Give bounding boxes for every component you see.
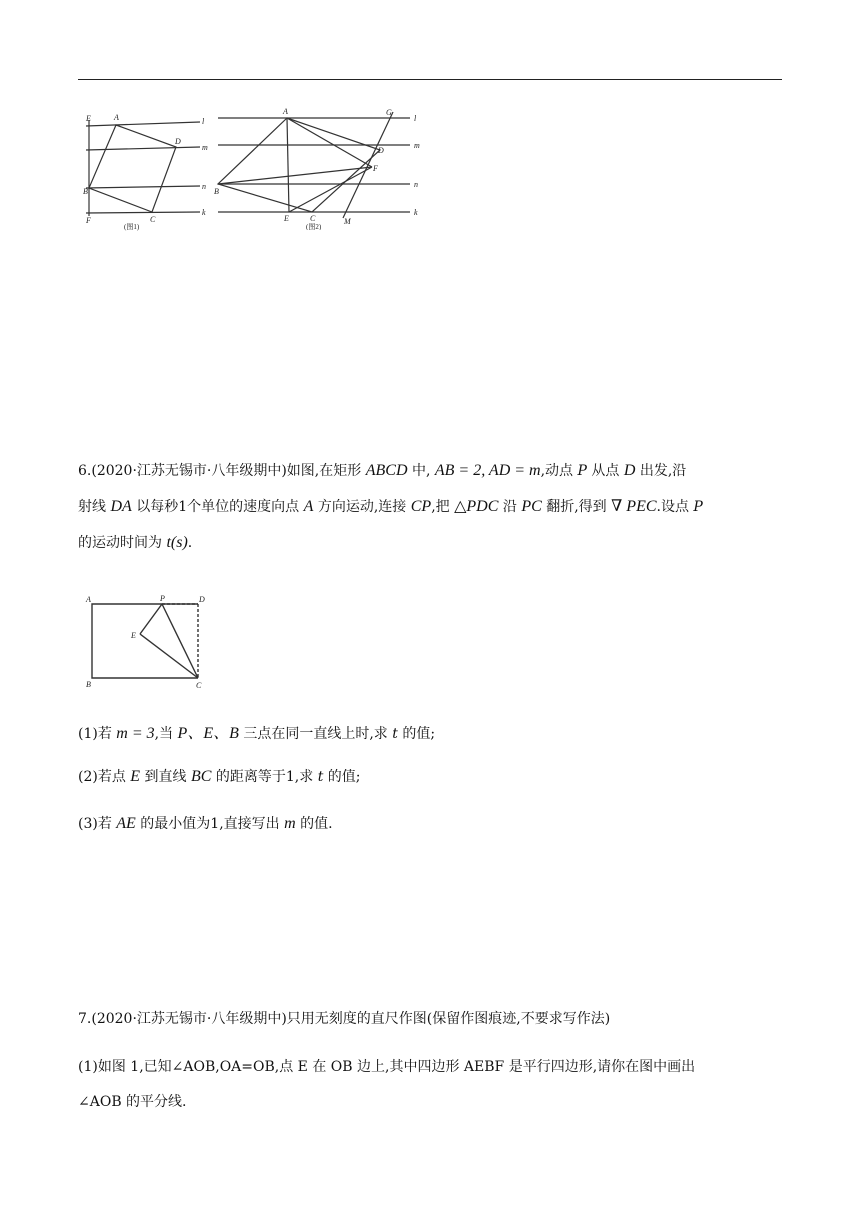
rect-label-P: P	[160, 594, 165, 603]
figure-1	[80, 110, 210, 232]
rect-label-E: E	[131, 631, 136, 640]
fig2-label-l: l	[414, 114, 417, 123]
fig1-label-C: C	[150, 215, 156, 224]
fig2-label-n: n	[414, 180, 418, 189]
problem-6-statement	[78, 453, 782, 561]
rect-label-D: D	[199, 595, 205, 604]
rect-label-C: C	[196, 681, 202, 690]
fig2-label-D: D	[378, 146, 384, 155]
p7-question-1-line-2: ∠AOB 的平分线.	[78, 1094, 187, 1110]
fig2-caption: (图2)	[306, 223, 322, 230]
fig1-label-D: D	[175, 137, 181, 146]
fig2-label-B: B	[214, 187, 219, 196]
fig2-label-E: E	[284, 214, 289, 223]
p6-question-1: (1)若 m = 3,当 P、E、B 三点在同一直线上时,求 t 的值;	[78, 725, 436, 742]
fig1-caption: (图1)	[124, 223, 140, 231]
p6-question-2: (2)若点 E 到直线 BC 的距离等于1,求 t 的值;	[78, 768, 361, 785]
p7-question-1-line-1: (1)如图 1,已知∠AOB,OA=OB,点 E 在 OB 边上,其中四边形 AEBF 是平行四边形,请你在图中画出	[78, 1059, 696, 1075]
header-rule	[78, 79, 782, 80]
figure-rectangle-abcd	[82, 592, 212, 692]
figure-2	[210, 100, 430, 230]
fig2-label-C: C	[310, 214, 316, 223]
fig1-label-l: l	[202, 117, 205, 126]
fig1-label-n: n	[202, 182, 206, 191]
fig1-label-B: B	[83, 187, 88, 196]
fig1-label-A: A	[114, 113, 119, 122]
fig1-label-E: E	[86, 114, 91, 123]
p6-line-2: 射线 DA 以每秒1个单位的速度向点 A 方向运动,连接 CP,把 △PDC 沿 PC 翻折,得到 ∇ PEC.设点 P	[78, 498, 703, 515]
fig1-label-F: F	[86, 216, 91, 225]
fig2-label-A: A	[283, 107, 288, 116]
fig2-label-M: M	[344, 217, 351, 226]
fig2-label-F: F	[373, 164, 378, 173]
problem-7-title: 7.(2020·江苏无锡市·八年级期中)只用无刻度的直尺作图(保留作图痕迹,不要求写作法)	[78, 1011, 611, 1027]
fig2-label-m: m	[414, 141, 420, 150]
p6-line-3: 的运动时间为 t(s).	[78, 534, 193, 551]
fig1-label-m: m	[202, 143, 208, 152]
rect-label-A: A	[86, 595, 91, 604]
fig1-label-k: k	[202, 208, 206, 217]
p6-line-1: 6.(2020·江苏无锡市·八年级期中)如图,在矩形 ABCD 中, AB = 2, AD = m,动点 P 从点 D 出发,沿	[78, 462, 687, 479]
fig2-label-k: k	[414, 208, 418, 217]
p6-question-3: (3)若 AE 的最小值为1,直接写出 m 的值.	[78, 815, 333, 832]
rect-label-B: B	[86, 680, 91, 689]
fig2-label-G: G	[386, 108, 392, 117]
